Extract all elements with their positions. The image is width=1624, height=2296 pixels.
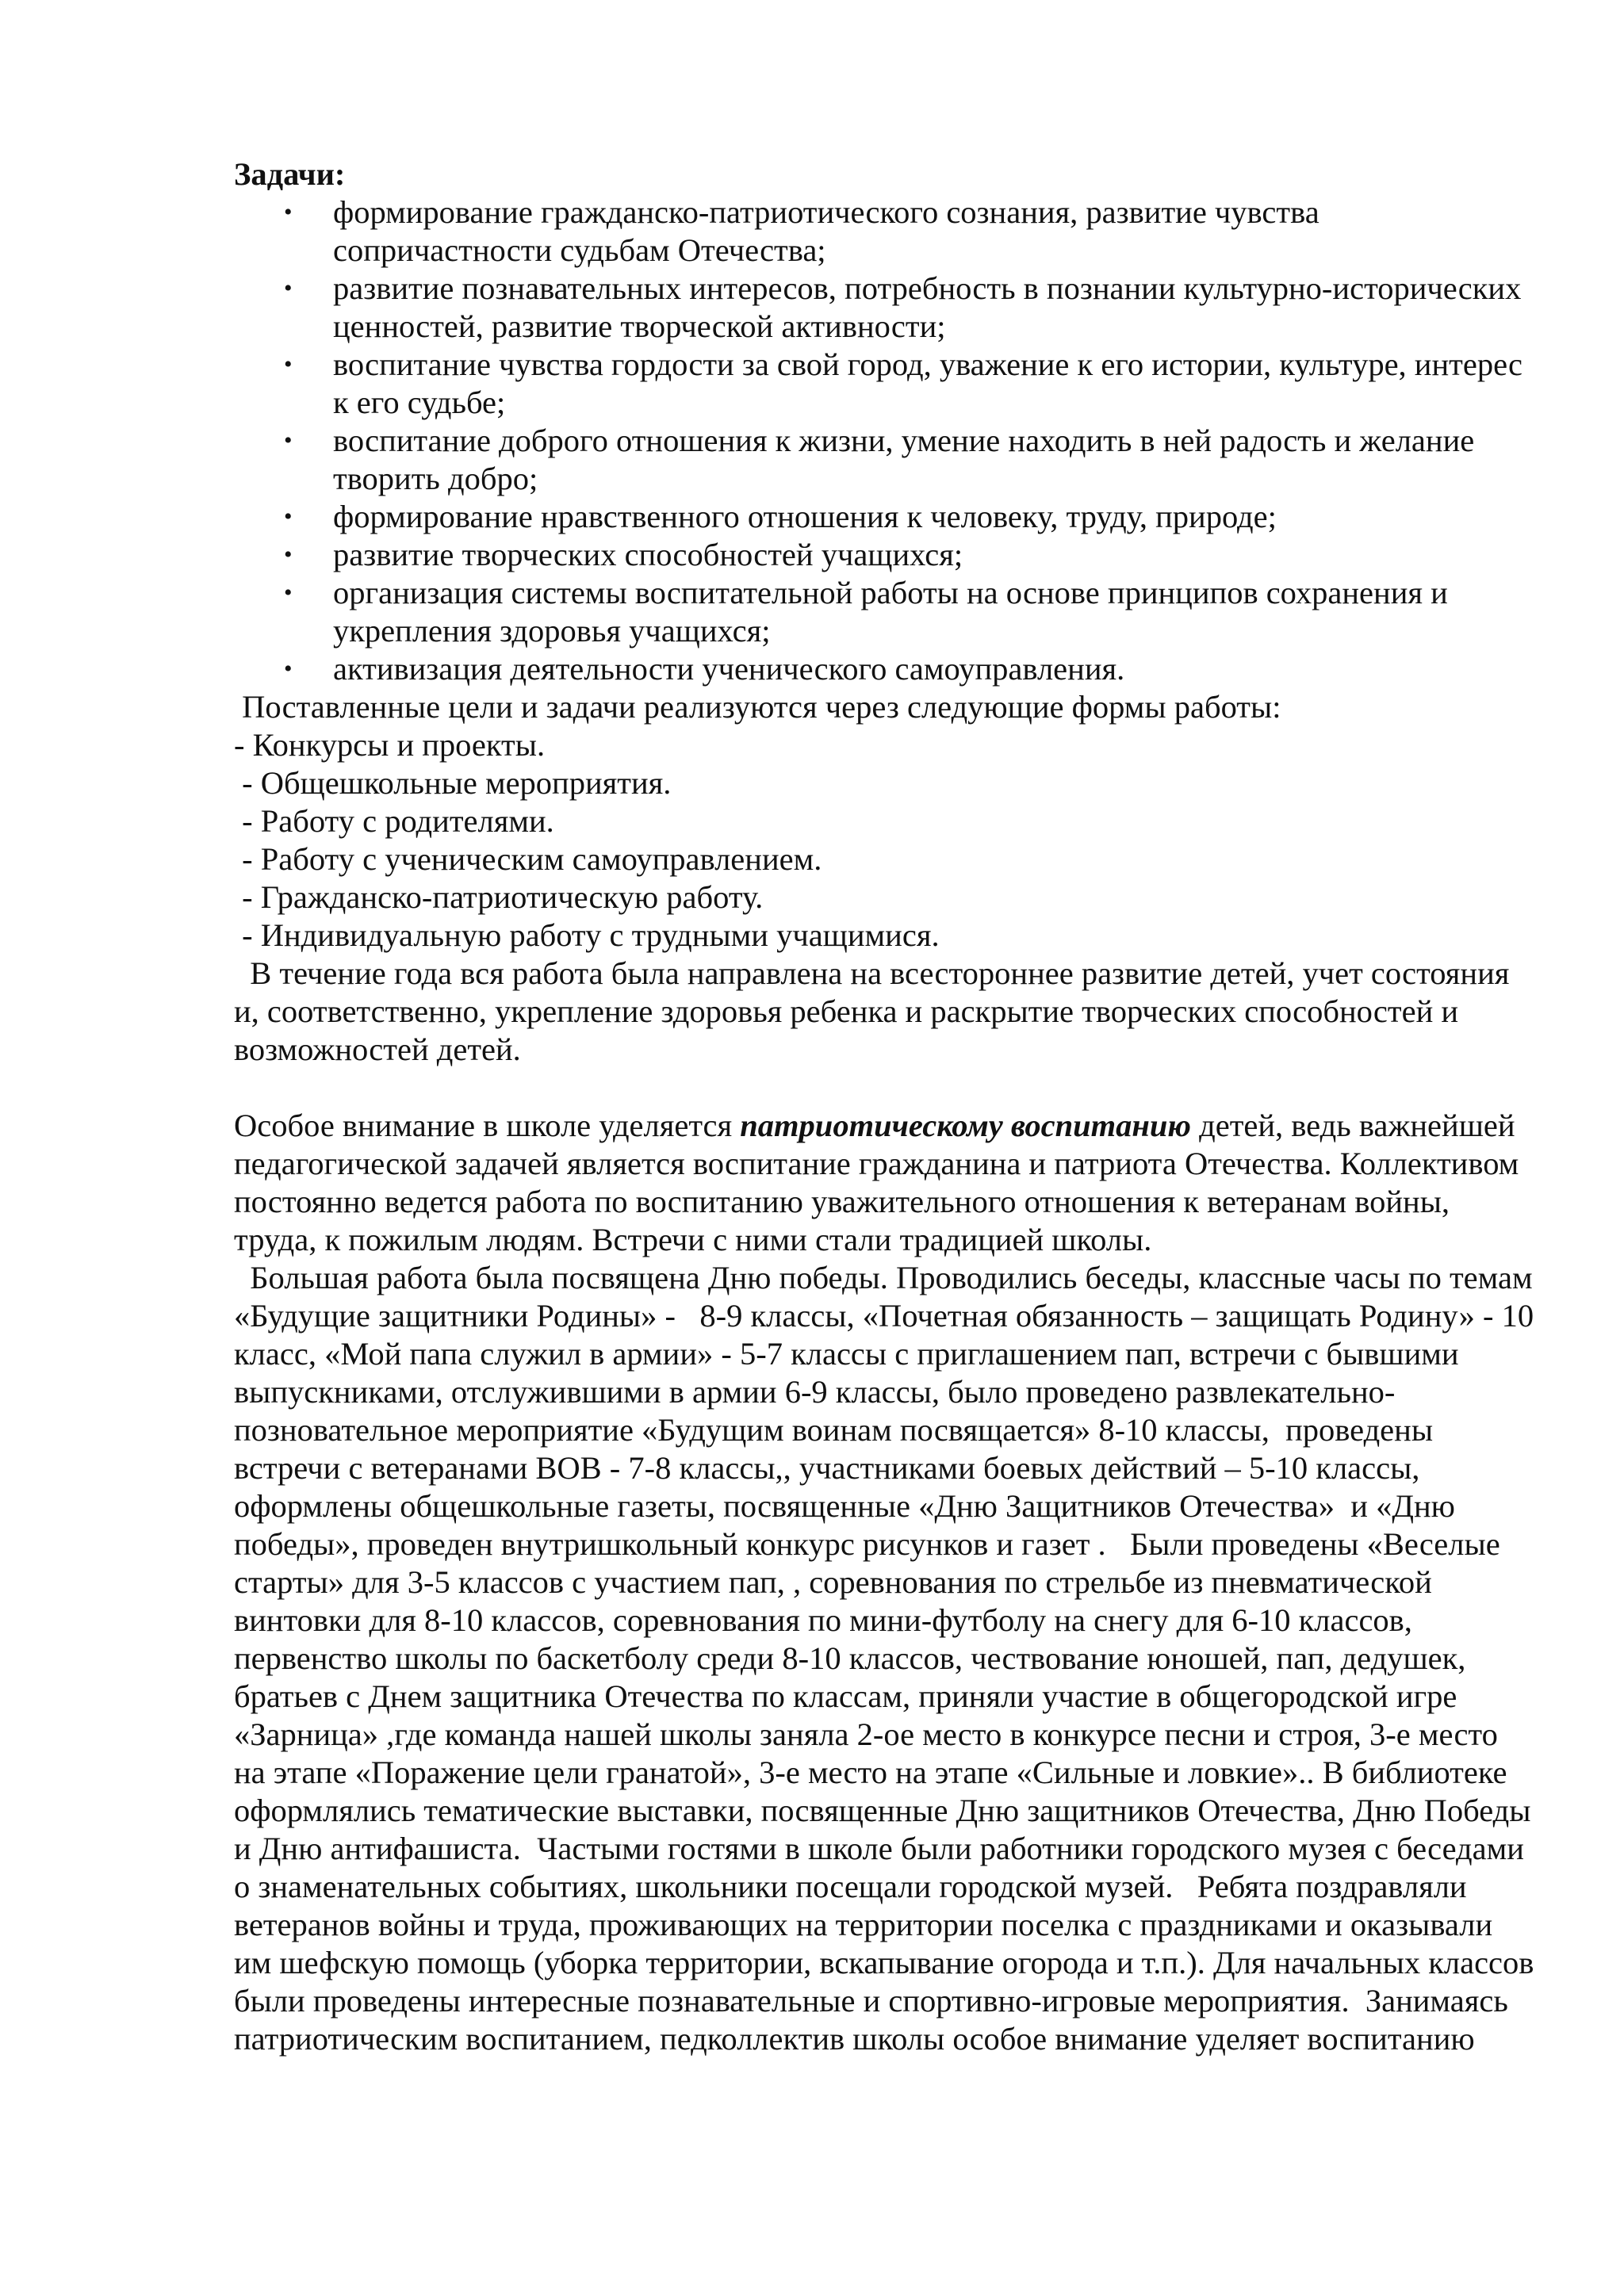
list-item: • воспитание доброго отношения к жизни, умение находить в ней радость и желание творить добро; — [284, 423, 1475, 496]
form-item: - Конкурсы и проекты. — [234, 727, 546, 763]
list-item: • активизация деятельности ученического самоуправления. — [284, 651, 1125, 687]
emphasis-text: патриотическому воспитанию — [740, 1108, 1191, 1143]
tasks-list — [234, 193, 1534, 688]
form-item: - Работу с родителями. — [234, 803, 554, 839]
bullet-icon: • — [284, 541, 293, 568]
form-item: - Работу с ученическим самоуправлением. — [234, 841, 822, 877]
list-item: • развитие творческих способностей учащихся; — [284, 537, 963, 572]
paragraph-spacer — [234, 1069, 1534, 1107]
tasks-heading: Задачи: — [234, 156, 346, 192]
year-paragraph: В течение года вся работа была направлена на всестороннее развитие детей, учет состояния и, соответственно, укрепление здоровья ребенка и раскрытие творческих способностей и возможностей детей. — [234, 955, 1518, 1067]
victory-paragraph: Большая работа была посвящена Дню победы. Проводились беседы, классные часы по темам «Будущие защитники Родины» - 8-9 классы, «Почетная обязанность – защищать Родину» - 10 класс, «Мой папа служил в армии» - 5-7 классы с приглашением пап, встречи с бывшими выпускниками, отслужившими в армии 6-9 классы, было проведено развлекательно-позновательное мероприятие «Будущим воинам посвящается» 8-10 классы, проведены встречи с ветеранами ВОВ - 7-8 классы,, участниками боевых действий – 5-10 классы, оформлены общешкольные газеты, посвященные «Дню Защитников Отечества» и «Дню победы», проведен внутришкольный конкурс рисунков и газет . Были проведены «Веселые старты» для 3-5 классов с участием пап, , соревнования по стрельбе из пневматической винтовки для 8-10 классов, соревнования по мини-футболу на снегу для 6-10 классов, первенство школы по баскетболу среди 8-10 классов, чествование юношей, пап, дедушек, братьев с Днем защитника Отечества по классам, приняли участие в общегородской игре «Зарница» ,где команда нашей школы заняла 2-ое место в конкурсе песни и строя, 3-е место на этапе «Поражение цели гранатой», 3-е место на этапе «Сильные и ловкие».. В библиотеке оформлялись тематические выставки, посвященные Дню защитников Отечества, Дню Победы и Дню антифашиста. Частыми гостями в школе были работники городского музея с беседами о знаменательных событиях, школьники посещали городской музей. Ребята поздравляли ветеранов войны и труда, проживающих на территории поселка с праздниками и оказывали им шефскую помощь (уборка территории, вскапывание огорода и т.п.). Для начальных классов были проведены интересные познавательные и спортивно-игровые мероприятия. Занимаясь патриотическим воспитанием, педколлектив школы особое внимание уделяет воспитанию — [234, 1260, 1542, 2057]
bullet-icon: • — [284, 199, 293, 225]
bullet-icon: • — [284, 503, 293, 530]
list-item: • организация системы воспитательной работы на основе принципов сохранения и укрепления здоровья учащихся; — [284, 575, 1448, 649]
bullet-icon: • — [284, 275, 293, 301]
bullet-icon: • — [284, 580, 293, 606]
list-item: • развитие познавательных интересов, потребность в познании культурно-исторических ценностей, развитие творческой активности; — [284, 270, 1522, 344]
forms-intro: Поставленные цели и задачи реализуются через следующие формы работы: — [234, 689, 1281, 725]
bullet-icon: • — [284, 427, 293, 453]
list-item: • формирование нравственного отношения к человеку, труду, природе; — [284, 499, 1277, 534]
bullet-icon: • — [284, 351, 293, 377]
list-item: • формирование гражданско-патриотического сознания, развитие чувства сопричастности судьбам Отечества; — [284, 194, 1320, 268]
patriotic-paragraph: Особое внимание в школе уделяется патриотическому воспитанию детей, ведь важнейшей педагогической задачей является воспитание гражданина и патриота Отечества. Коллективом постоянно ведется работа по воспитанию уважительного отношения к ветеранам войны, труда, к пожилым людям. Встречи с ними стали традицией школы. — [234, 1108, 1519, 1257]
list-item: • воспитание чувства гордости за свой город, уважение к его истории, культуре, интерес к его судьбе; — [284, 346, 1523, 420]
form-item: - Общешкольные мероприятия. — [234, 765, 672, 801]
form-item: - Индивидуальную работу с трудными учащимися. — [234, 917, 940, 953]
bullet-icon: • — [284, 656, 293, 682]
document-page — [234, 155, 1542, 2058]
form-item: - Гражданско-патриотическую работу. — [234, 879, 764, 915]
